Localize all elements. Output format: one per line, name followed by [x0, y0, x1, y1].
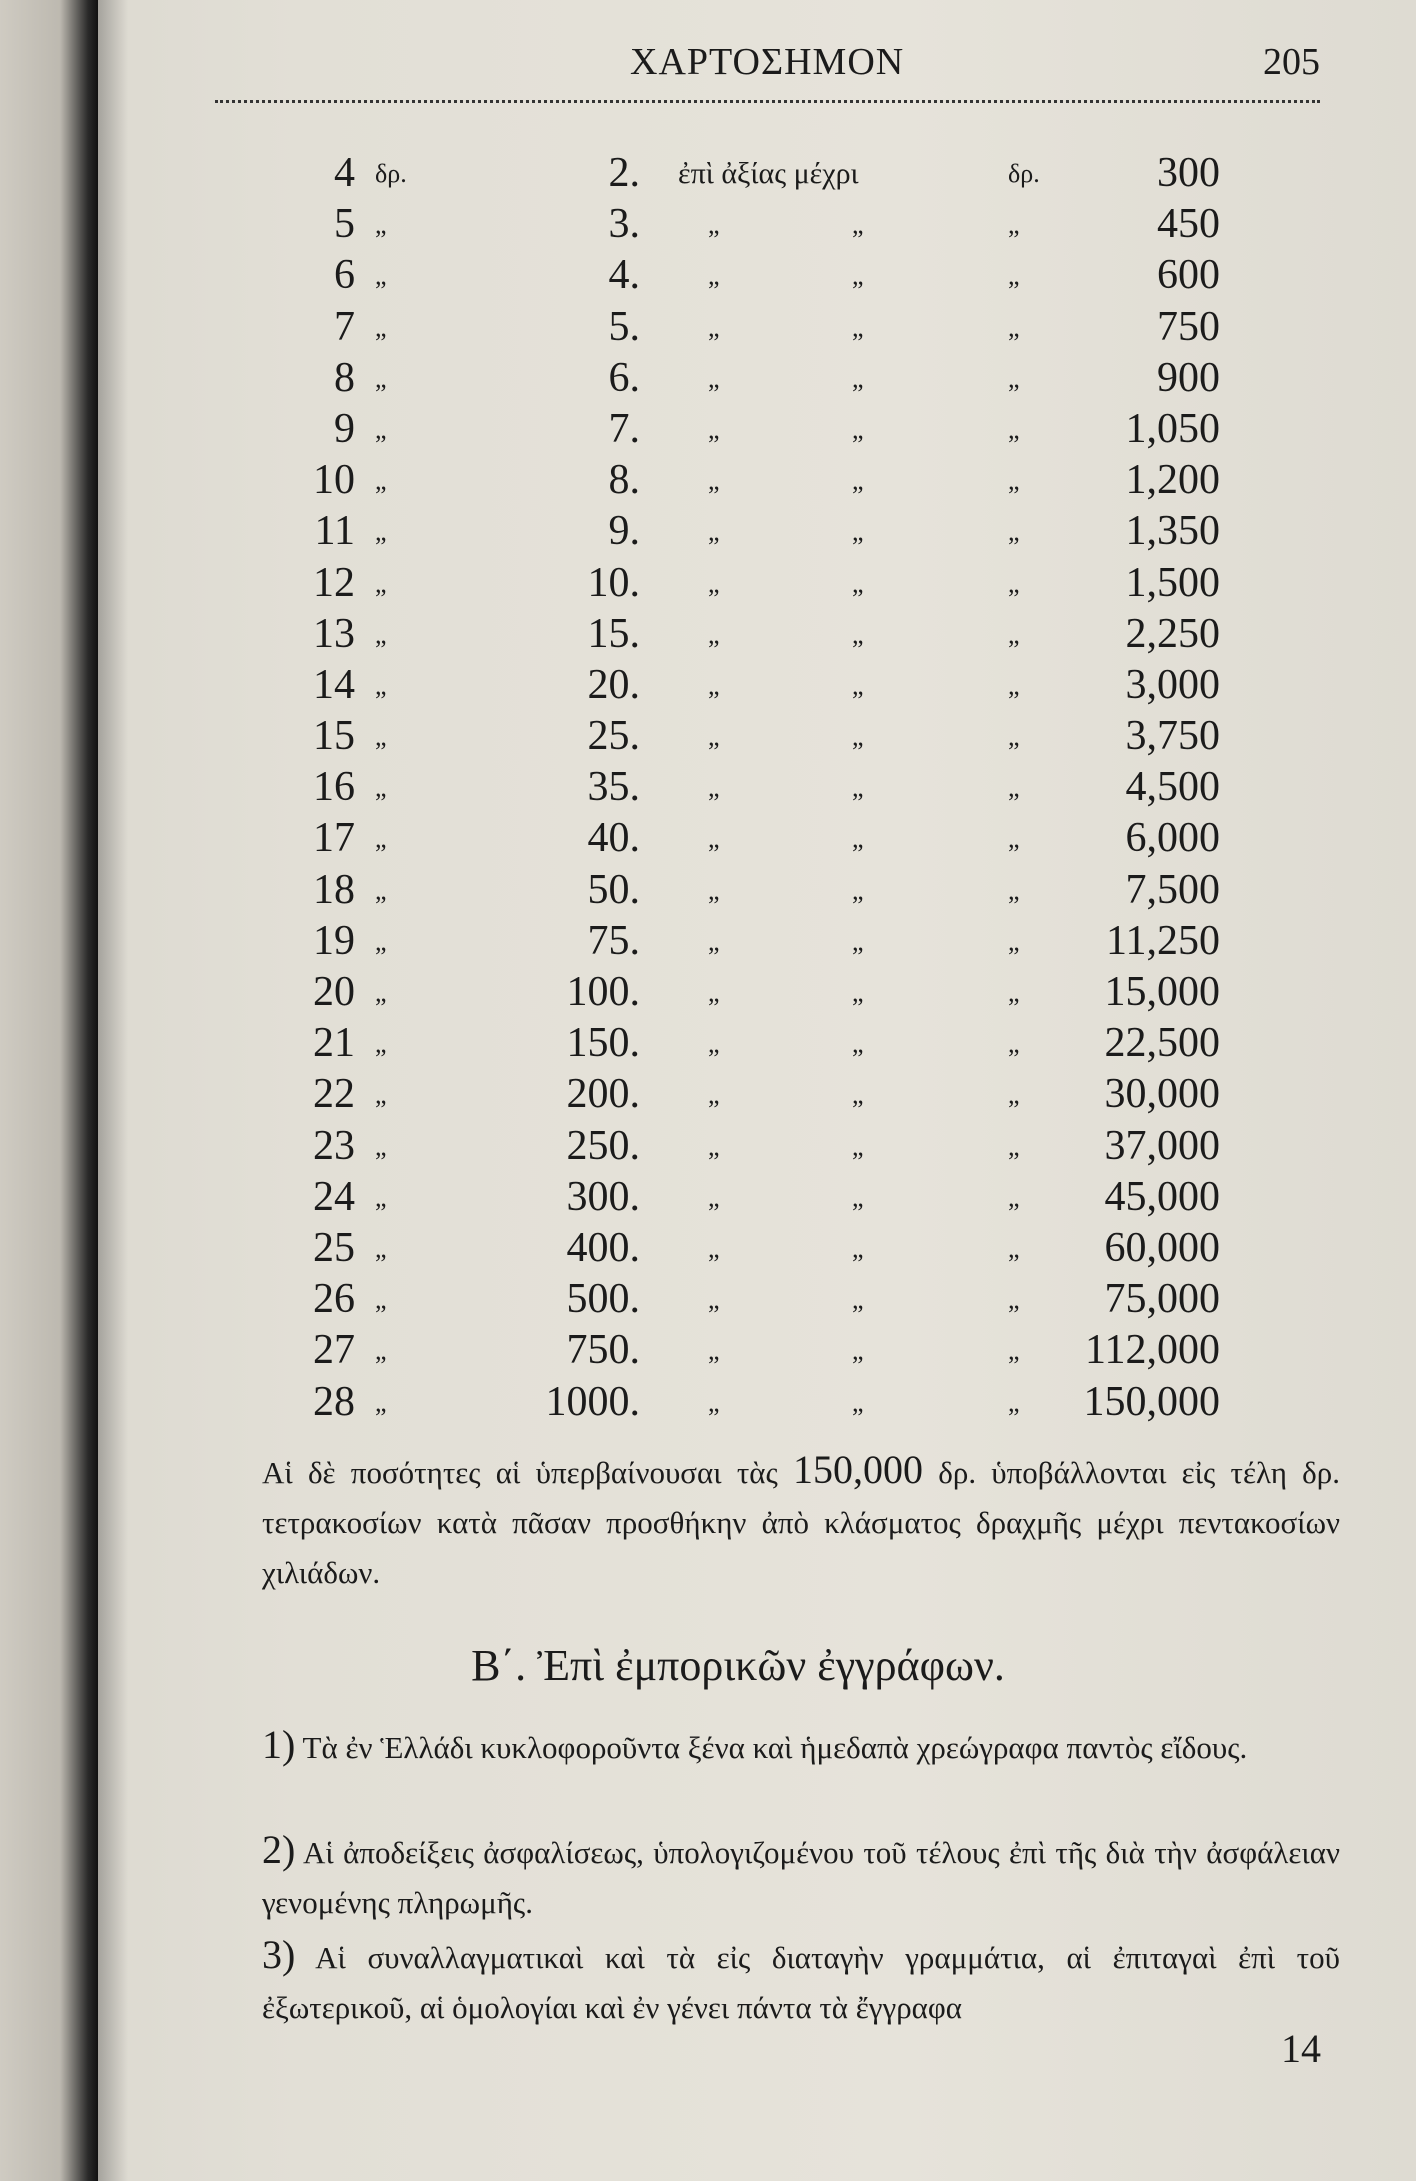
row-number: 20: [313, 969, 355, 1015]
unit-label: „: [375, 1387, 387, 1417]
max-value: 7,500: [1125, 866, 1220, 913]
table-row: [300, 506, 1250, 557]
section-item-1: [262, 1720, 1340, 1773]
ditto-mark: „: [852, 773, 864, 803]
unit-label: δρ.: [1008, 159, 1040, 188]
unit-label: „: [1008, 1285, 1020, 1315]
row-number: 17: [313, 815, 355, 862]
row-number: 21: [313, 1020, 355, 1067]
max-value: 1,500: [1125, 559, 1220, 606]
unit-label: δρ.: [375, 159, 407, 188]
unit-label: „: [1008, 978, 1020, 1007]
ditto-mark: „: [852, 363, 864, 393]
row-number: 23: [313, 1122, 355, 1169]
row-number: 22: [313, 1071, 355, 1118]
max-value: 3,000: [1125, 661, 1220, 708]
unit-label: „: [1008, 312, 1020, 342]
ditto-mark: „: [852, 517, 864, 547]
max-value: 6,000: [1125, 815, 1220, 862]
unit-label: „: [1008, 414, 1020, 444]
stamp-rate: 5.: [608, 303, 640, 350]
stamp-rate: 500.: [566, 1276, 640, 1323]
max-value: 2,250: [1125, 610, 1220, 657]
row-number: 15: [313, 713, 355, 760]
unit-label: „: [1008, 568, 1020, 598]
ditto-mark: „: [708, 1080, 720, 1110]
stamp-rate: 9.: [608, 508, 640, 555]
max-value: 15,000: [1104, 969, 1220, 1015]
note-paragraph: [262, 1445, 1340, 1598]
row-number: 25: [313, 1224, 355, 1271]
stamp-rate: 50.: [587, 866, 640, 913]
unit-label: „: [1008, 875, 1020, 905]
unit-label: „: [375, 824, 387, 854]
stamp-rate: 10.: [587, 559, 640, 606]
max-value: 3,750: [1125, 713, 1220, 760]
ditto-mark: „: [852, 1233, 864, 1263]
unit-label: „: [375, 926, 387, 956]
ditto-mark: „: [708, 824, 720, 854]
stamp-rate: 200.: [566, 1071, 640, 1118]
table-row: [300, 455, 1250, 506]
ditto-mark: „: [852, 1182, 864, 1212]
row-number: 14: [313, 661, 355, 708]
gutter-shadow: [98, 0, 128, 2181]
page-header: [215, 40, 1320, 100]
ditto-mark: „: [708, 1285, 720, 1315]
ditto-mark: „: [708, 568, 720, 598]
row-number: 24: [313, 1173, 355, 1220]
unit-label: „: [1008, 1029, 1020, 1059]
ditto-mark: „: [852, 210, 864, 240]
ditto-mark: „: [708, 1182, 720, 1212]
stamp-rate: 20.: [587, 661, 640, 708]
ditto-mark: „: [708, 363, 720, 393]
ditto-mark: „: [708, 312, 720, 342]
max-value: 1,050: [1125, 405, 1220, 452]
ditto-mark: „: [852, 312, 864, 342]
ditto-mark: „: [708, 1131, 720, 1161]
table-row: [300, 1223, 1250, 1274]
ditto-mark: „: [852, 1387, 864, 1417]
note-rest: δρ. ὑποβάλλονται εἰς τέλη δρ. τετρακοσίων κατὰ πᾶσαν προσθήκην ἀπὸ κλάσματος δραχμῆς μέχρι πεντακοσίων χιλιάδων.: [262, 1455, 1341, 1590]
table-row: [300, 199, 1250, 250]
stamp-rate: 2.: [608, 150, 640, 196]
max-value: 11,250: [1106, 917, 1220, 964]
max-value: 450: [1157, 201, 1220, 248]
unit-label: „: [1008, 722, 1020, 752]
ditto-mark: „: [708, 261, 720, 291]
max-value: 112,000: [1085, 1327, 1220, 1374]
ditto-mark: „: [708, 722, 720, 752]
stamp-rate: 250.: [566, 1122, 640, 1169]
ditto-mark: „: [708, 517, 720, 547]
unit-label: „: [375, 978, 387, 1007]
row-number: 28: [313, 1378, 355, 1425]
ditto-mark: „: [708, 926, 720, 956]
header-rule: [215, 100, 1320, 103]
unit-label: „: [375, 466, 387, 496]
ditto-mark: „: [708, 466, 720, 496]
item-3-number: 3): [262, 1932, 296, 1977]
row-number: 11: [314, 508, 355, 555]
unit-label: „: [1008, 517, 1020, 547]
unit-label: „: [375, 1233, 387, 1263]
ditto-mark: „: [852, 261, 864, 291]
stamp-rate: 300.: [566, 1173, 640, 1220]
max-value: 45,000: [1104, 1173, 1220, 1220]
row-number: 5: [334, 201, 355, 248]
unit-label: „: [375, 261, 387, 291]
max-value: 600: [1157, 252, 1220, 299]
ditto-mark: „: [852, 722, 864, 752]
ditto-mark: „: [852, 670, 864, 700]
row-number: 27: [313, 1327, 355, 1374]
ditto-mark: „: [852, 926, 864, 956]
table-row: [300, 404, 1250, 455]
unit-label: „: [375, 568, 387, 598]
stamp-rate: 4.: [608, 252, 640, 299]
stamp-rate: 15.: [587, 610, 640, 657]
note-lead: Αἱ δὲ ποσότητες αἱ ὑπερβαίνουσαι τὰς: [262, 1455, 778, 1490]
row-number: 26: [313, 1276, 355, 1323]
table-row: [300, 660, 1250, 711]
running-title: ΧΑΡΤΟΣΗΜΟΝ: [630, 41, 905, 83]
ditto-mark: „: [708, 1387, 720, 1417]
unit-label: „: [375, 1029, 387, 1059]
stamp-rate: 1000.: [545, 1378, 640, 1425]
ditto-mark: „: [852, 824, 864, 854]
unit-label: „: [375, 1080, 387, 1110]
section-item-3: [262, 1930, 1340, 2033]
max-value: 1,350: [1125, 508, 1220, 555]
stamp-rate: 25.: [587, 713, 640, 760]
section-heading: Β΄. Ἐπὶ ἐμπορικῶν ἐγγράφων.: [471, 1641, 1005, 1690]
unit-label: „: [375, 414, 387, 444]
row-number: 9: [334, 405, 355, 452]
unit-label: „: [375, 773, 387, 803]
stamp-rate: 750.: [566, 1327, 640, 1374]
row-number: 7: [334, 303, 355, 350]
page-number: 205: [1263, 41, 1320, 83]
max-value: 4,500: [1125, 764, 1220, 811]
unit-label: „: [1008, 619, 1020, 649]
stamp-rate: 7.: [608, 405, 640, 452]
max-value: 150,000: [1083, 1378, 1220, 1425]
stamp-rate: 6.: [608, 354, 640, 401]
stamp-rate: 100.: [566, 969, 640, 1015]
table-row: [300, 1018, 1250, 1069]
unit-label: „: [1008, 926, 1020, 956]
unit-label: „: [1008, 1182, 1020, 1212]
max-value: 37,000: [1104, 1122, 1220, 1169]
row-number: 10: [313, 457, 355, 504]
table-row: [300, 967, 1250, 1018]
table-row: [300, 148, 1250, 199]
ditto-mark: „: [852, 619, 864, 649]
unit-label: „: [375, 875, 387, 905]
max-value: 1,200: [1125, 457, 1220, 504]
unit-label: „: [375, 619, 387, 649]
row-number: 16: [313, 764, 355, 811]
ditto-mark: „: [708, 1029, 720, 1059]
item-1-number: 1): [262, 1722, 296, 1767]
ditto-mark: „: [852, 1285, 864, 1315]
table-row: [300, 865, 1250, 916]
stamp-rate: 40.: [587, 815, 640, 862]
ditto-mark: „: [852, 1131, 864, 1161]
row-number: 8: [334, 354, 355, 401]
stamp-rate: 400.: [566, 1224, 640, 1271]
table-row: [300, 250, 1250, 301]
row-number: 19: [313, 917, 355, 964]
ditto-mark: „: [708, 210, 720, 240]
item-2-number: 2): [262, 1827, 296, 1872]
max-value: 30,000: [1104, 1071, 1220, 1118]
stamp-rate: 35.: [587, 764, 640, 811]
ditto-mark: „: [852, 978, 864, 1007]
book-gutter: [0, 0, 98, 2181]
note-amount: 150,000: [793, 1447, 924, 1492]
stamp-rate: 75.: [587, 917, 640, 964]
section-item-2: [262, 1825, 1340, 1928]
unit-label: „: [1008, 210, 1020, 240]
max-value: 60,000: [1104, 1224, 1220, 1271]
ditto-mark: „: [852, 414, 864, 444]
unit-label: „: [375, 517, 387, 547]
max-value: 75,000: [1104, 1276, 1220, 1323]
table-row: [300, 1325, 1250, 1376]
unit-label: „: [375, 722, 387, 752]
ditto-mark: „: [708, 773, 720, 803]
table-row: [300, 1274, 1250, 1325]
table-row: [300, 558, 1250, 609]
table-row: [300, 1121, 1250, 1172]
ditto-mark: „: [708, 414, 720, 444]
ditto-mark: „: [852, 466, 864, 496]
max-value: 750: [1157, 303, 1220, 350]
ditto-mark: „: [708, 1336, 720, 1366]
row-number: 18: [313, 866, 355, 913]
unit-label: „: [1008, 1387, 1020, 1417]
ditto-mark: „: [708, 875, 720, 905]
unit-label: „: [375, 210, 387, 240]
unit-label: „: [375, 670, 387, 700]
unit-label: „: [1008, 670, 1020, 700]
ditto-mark: „: [708, 619, 720, 649]
row-number: 13: [313, 610, 355, 657]
stamp-tariff-table: [300, 148, 1250, 1428]
table-row: [300, 916, 1250, 967]
row-number: 12: [313, 559, 355, 606]
unit-label: „: [375, 1285, 387, 1315]
unit-label: „: [1008, 1131, 1020, 1161]
table-row: [300, 1377, 1250, 1428]
item-2-text: Αἱ ἀποδείξεις ἀσφαλίσεως, ὑπολογιζομένου τοῦ τέλους ἐπὶ τῆς διὰ τὴν ἀσφάλειαν γενομένης πληρωμῆς.: [262, 1835, 1340, 1920]
ditto-mark: „: [852, 875, 864, 905]
stamp-rate: 3.: [608, 201, 640, 248]
stamp-rate: 8.: [608, 457, 640, 504]
ditto-mark: „: [708, 978, 720, 1007]
unit-label: „: [1008, 1336, 1020, 1366]
ditto-mark: „: [852, 1080, 864, 1110]
max-value: 22,500: [1104, 1020, 1220, 1067]
unit-label: „: [375, 363, 387, 393]
ditto-mark: „: [852, 1336, 864, 1366]
unit-label: „: [1008, 466, 1020, 496]
table-row: [300, 762, 1250, 813]
table-row: [300, 1069, 1250, 1120]
unit-label: „: [375, 1336, 387, 1366]
table-row: [300, 302, 1250, 353]
unit-label: „: [1008, 773, 1020, 803]
item-1-text: Τὰ ἐν Ἑλλάδι κυκλοφοροῦντα ξένα καὶ ἡμεδαπὰ χρεώγραφα παντὸς εἴδους.: [302, 1730, 1248, 1765]
unit-label: „: [375, 312, 387, 342]
table-row: [300, 353, 1250, 404]
max-value: 300: [1157, 150, 1220, 196]
max-value: 900: [1157, 354, 1220, 401]
unit-label: „: [1008, 824, 1020, 854]
table-row: [300, 711, 1250, 762]
unit-label: „: [375, 1131, 387, 1161]
row-number: 6: [334, 252, 355, 299]
unit-label: „: [1008, 1233, 1020, 1263]
ditto-mark: „: [708, 1233, 720, 1263]
value-description: ἐπὶ ἀξίας μέχρι: [678, 157, 859, 190]
ditto-mark: „: [708, 670, 720, 700]
unit-label: „: [375, 1182, 387, 1212]
stamp-rate: 150.: [566, 1020, 640, 1067]
item-3-text: Αἱ συναλλαγματικαὶ καὶ τὰ εἰς διαταγὴν γραμμάτια, αἱ ἐπιταγαὶ ἐπὶ τοῦ ἐξωτερικοῦ, αἱ ὁμολογίαι καὶ ἐν γένει πάντα τὰ ἔγγραφα: [262, 1940, 1340, 2025]
row-number: 4: [334, 150, 355, 196]
ditto-mark: „: [852, 568, 864, 598]
ditto-mark: „: [852, 1029, 864, 1059]
unit-label: „: [1008, 1080, 1020, 1110]
table-row: [300, 609, 1250, 660]
table-row: [300, 1172, 1250, 1223]
signature-mark: 14: [1281, 2026, 1321, 2071]
unit-label: „: [1008, 261, 1020, 291]
table-row: [300, 813, 1250, 864]
unit-label: „: [1008, 363, 1020, 393]
